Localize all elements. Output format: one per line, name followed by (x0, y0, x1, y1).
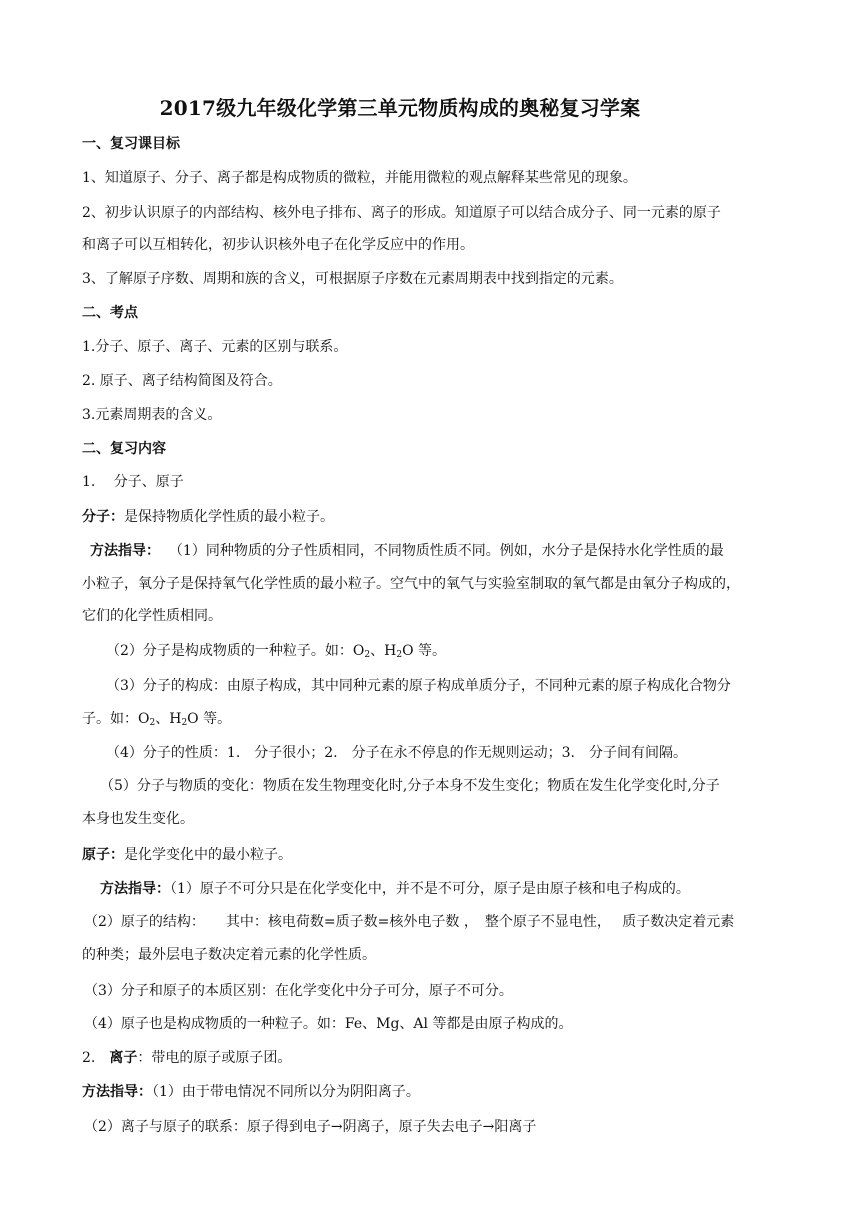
method-4: （4）分子的性质：1. 分子很小；2. 分子在永不停息的作无规则运动；3. 分子间有间隔。 (106, 745, 687, 761)
subscript-2: 2 (364, 650, 371, 660)
objective-1: 1、知道原子、分子、离子都是构成物质的微粒，并能用微粒的观点解释某些常见的现象。 (82, 170, 637, 186)
atom-def-text: 是化学变化中的最小粒子。 (124, 847, 292, 863)
method-1a-text: （1）同种物质的分子性质相同，不同物质性质不同。例如，水分子是保持水化学性质的最 (168, 543, 724, 559)
subscript-2: 2 (396, 650, 403, 660)
objective-3: 3、了解原子序数、周期和族的含义，可根据原子序数在元素周期表中找到指定的元素。 (82, 271, 623, 287)
molecule-def-text: 是保持物质化学性质的最小粒子。 (124, 509, 334, 525)
method-1b: 小粒子，氧分子是保持氧气化学性质的最小粒子。空气中的氧气与实验室制取的氧气都是由氧分子构成的， (82, 576, 740, 592)
objective-2a: 2、初步认识原子的内部结构、核外电子排布、离子的形成。知道原子可以结合成分子、同一元素的原子 (82, 205, 721, 221)
section-heading-key-points: 二、考点 (82, 305, 138, 321)
ion-method-1-text: （1）由于带电情况不同所以分为阴阳离子。 (152, 1084, 420, 1100)
atom-method-2b: 的种类；最外层电子数决定着元素的化学性质。 (82, 947, 376, 963)
method-3b (82, 709, 782, 733)
atom-method-4: （4）原子也是构成物质的一种粒子。如：Fe、Mg、Al 等都是由原子构成的。 (84, 1016, 573, 1032)
method-1c: 它们的化学性质相同。 (82, 608, 222, 624)
molecule-definition (82, 507, 782, 527)
method-2 (106, 641, 806, 665)
ion-def-text: ：带电的原子或原子团。 (137, 1050, 292, 1066)
subscript-2: 2 (149, 718, 156, 728)
section-heading-objectives: 一、复习课目标 (82, 136, 180, 152)
page-title: 2017级九年级化学第三单元物质构成的奥秘复习学案 (159, 96, 641, 120)
atom-method-2a: （2）原子的结构： 其中：核电荷数=质子数=核外电子数 ， 整个原子不显电性， 质子数决定着元素 (84, 914, 735, 930)
ion-method-2: （2）离子与原子的联系：原子得到电子→阴离子，原子失去电子→阳离子 (84, 1119, 537, 1135)
item-2-number: 2. (82, 1050, 110, 1066)
ion-label: 离子 (109, 1050, 138, 1066)
molecule-label: 分子： (82, 509, 124, 525)
method-5a: （5）分子与物质的变化：物质在发生物理变化时,分子本身不发生变化；物质在发生化学变化时,分子 (100, 778, 720, 794)
method-label: 方法指导： (82, 1084, 152, 1100)
key-point-2: 2. 原子、离子结构简图及符合。 (82, 373, 282, 389)
method-2-pre: （2）分子是构成物质的一种粒子。如：O (106, 643, 365, 659)
method-1a (90, 541, 790, 561)
method-3b-mid: 、H (155, 711, 182, 727)
ion-method-1 (82, 1082, 782, 1102)
subscript-2: 2 (181, 718, 188, 728)
section-heading-review-content: 二、复习内容 (82, 441, 166, 457)
method-2-mid: 、H (370, 643, 397, 659)
method-3b-pre: 子。如：O (82, 711, 150, 727)
objective-2b: 和离子可以互相转化，初步认识核外电子在化学反应中的作用。 (82, 237, 474, 253)
key-point-1: 1.分子、原子、离子、元素的区别与联系。 (82, 339, 348, 355)
method-3b-post: O 等。 (187, 711, 232, 727)
item-1-heading: 1. 分子、原子 (82, 474, 184, 490)
atom-definition (82, 845, 782, 865)
method-3a: （3）分子的构成：由原子构成，其中同种元素的原子构成单质分子，不同种元素的原子构成化合物分 (106, 678, 731, 694)
method-label: 方法指导： (90, 543, 160, 559)
method-2-post: O 等。 (402, 643, 447, 659)
atom-label: 原子： (82, 847, 124, 863)
item-2-ion (82, 1048, 782, 1068)
method-5b: 本身也发生变化。 (82, 811, 194, 827)
atom-method-1 (100, 879, 800, 899)
method-label: 方法指导： (100, 881, 170, 897)
atom-method-1-text: （1）原子不可分只是在化学变化中，并不是不可分，原子是由原子核和电子构成的。 (170, 881, 690, 897)
key-point-3: 3.元素周期表的含义。 (82, 407, 222, 423)
atom-method-3: （3）分子和原子的本质区别：在化学变化中分子可分，原子不可分。 (84, 983, 513, 999)
